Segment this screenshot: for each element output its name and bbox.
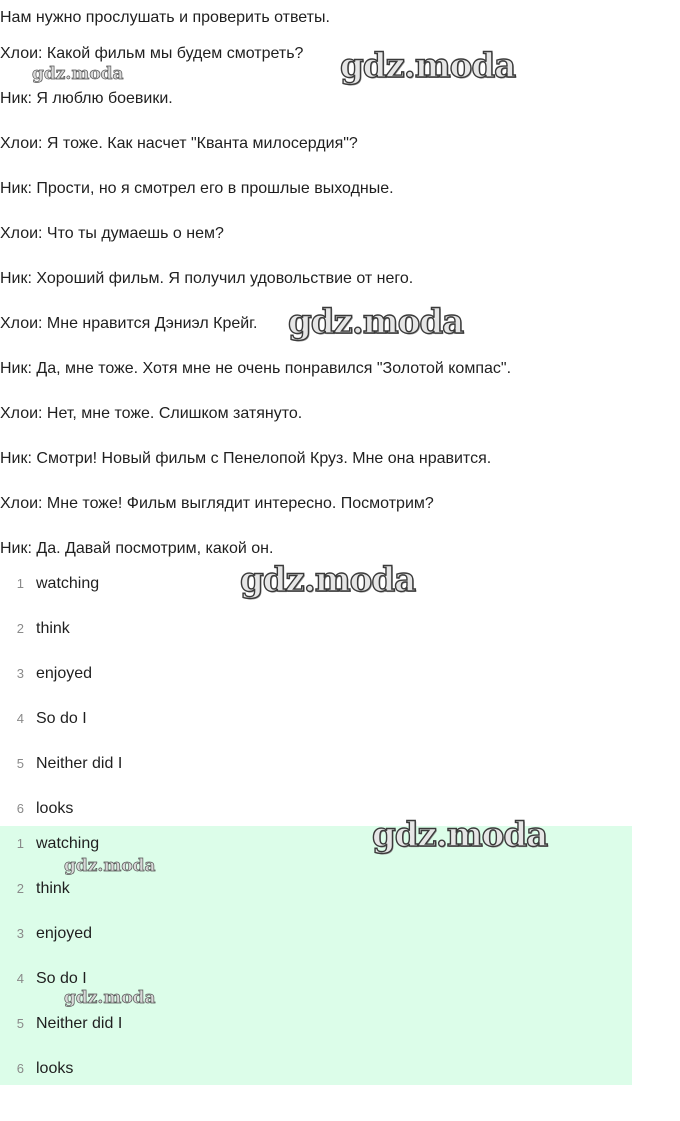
dialogue-line-4: Ник: Прости, но я смотрел его в прошлые выходные.	[0, 180, 394, 197]
answer-item	[0, 879, 70, 899]
answer-number: 1	[16, 836, 24, 851]
dialogue-line-1: Хлои: Какой фильм мы будем смотреть?	[0, 45, 304, 62]
dialogue-line-5: Хлои: Что ты думаешь о нем?	[0, 225, 224, 242]
answer-item	[0, 574, 99, 594]
answer-number: 1	[16, 576, 24, 591]
answer-number: 4	[16, 711, 24, 726]
answer-item	[0, 799, 73, 819]
dialogue-line-7: Хлои: Мне нравится Дэниэл Крейг.	[0, 315, 258, 332]
answer-item	[0, 754, 122, 774]
dialogue-line-11: Хлои: Мне тоже! Фильм выглядит интересно. Посмотрим?	[0, 495, 434, 512]
answer-text: So do I	[36, 970, 87, 987]
watermark-logo: gdz.moda	[64, 856, 156, 876]
answer-text: looks	[36, 1060, 74, 1077]
dialogue-line-9: Хлои: Нет, мне тоже. Слишком затянуто.	[0, 405, 303, 422]
answer-number: 3	[16, 926, 24, 941]
answer-text: think	[36, 620, 70, 637]
dialogue-line-3: Хлои: Я тоже. Как насчет "Кванта милосердия"?	[0, 135, 358, 152]
intro-text: Нам нужно прослушать и проверить ответы.	[0, 9, 330, 26]
answer-item	[0, 709, 87, 729]
dialogue-line-12: Ник: Да. Давай посмотрим, какой он.	[0, 540, 274, 557]
answer-item	[0, 664, 92, 684]
answer-text: looks	[36, 800, 74, 817]
answer-number: 3	[16, 666, 24, 681]
answer-list-highlighted	[0, 826, 632, 1085]
answer-item	[0, 924, 92, 944]
dialogue-line-10: Ник: Смотри! Новый фильм с Пенелопой Круз. Мне она нравится.	[0, 450, 492, 467]
answer-text: Neither did I	[36, 755, 123, 772]
answer-item	[0, 969, 87, 989]
answer-number: 4	[16, 971, 24, 986]
answer-list	[0, 568, 632, 826]
answer-item	[0, 834, 99, 854]
answer-text: enjoyed	[36, 665, 93, 682]
answer-text: watching	[36, 835, 100, 852]
answer-number: 2	[16, 621, 24, 636]
answer-text: watching	[36, 575, 100, 592]
watermark-logo: gdz.moda	[340, 46, 516, 86]
watermark-logo: gdz.moda	[240, 560, 416, 600]
dialogue-line-2: Ник: Я люблю боевики.	[0, 90, 173, 107]
answer-text: enjoyed	[36, 925, 93, 942]
watermark-logo: gdz.moda	[64, 988, 156, 1008]
answer-number: 2	[16, 881, 24, 896]
watermark-logo: gdz.moda	[32, 64, 124, 84]
answer-number: 5	[16, 756, 24, 771]
answer-number: 6	[16, 801, 24, 816]
answer-item	[0, 1014, 122, 1034]
answer-text: Neither did I	[36, 1015, 123, 1032]
answer-item	[0, 1059, 73, 1079]
answer-number: 5	[16, 1016, 24, 1031]
answer-number: 6	[16, 1061, 24, 1076]
answer-text: So do I	[36, 710, 87, 727]
dialogue-line-8: Ник: Да, мне тоже. Хотя мне не очень понравился "Золотой компас".	[0, 360, 512, 377]
answer-item	[0, 619, 70, 639]
answer-text: think	[36, 880, 70, 897]
dialogue-line-6: Ник: Хороший фильм. Я получил удовольствие от него.	[0, 270, 414, 287]
watermark-logo: gdz.moda	[372, 815, 548, 855]
watermark-logo: gdz.moda	[288, 302, 464, 342]
